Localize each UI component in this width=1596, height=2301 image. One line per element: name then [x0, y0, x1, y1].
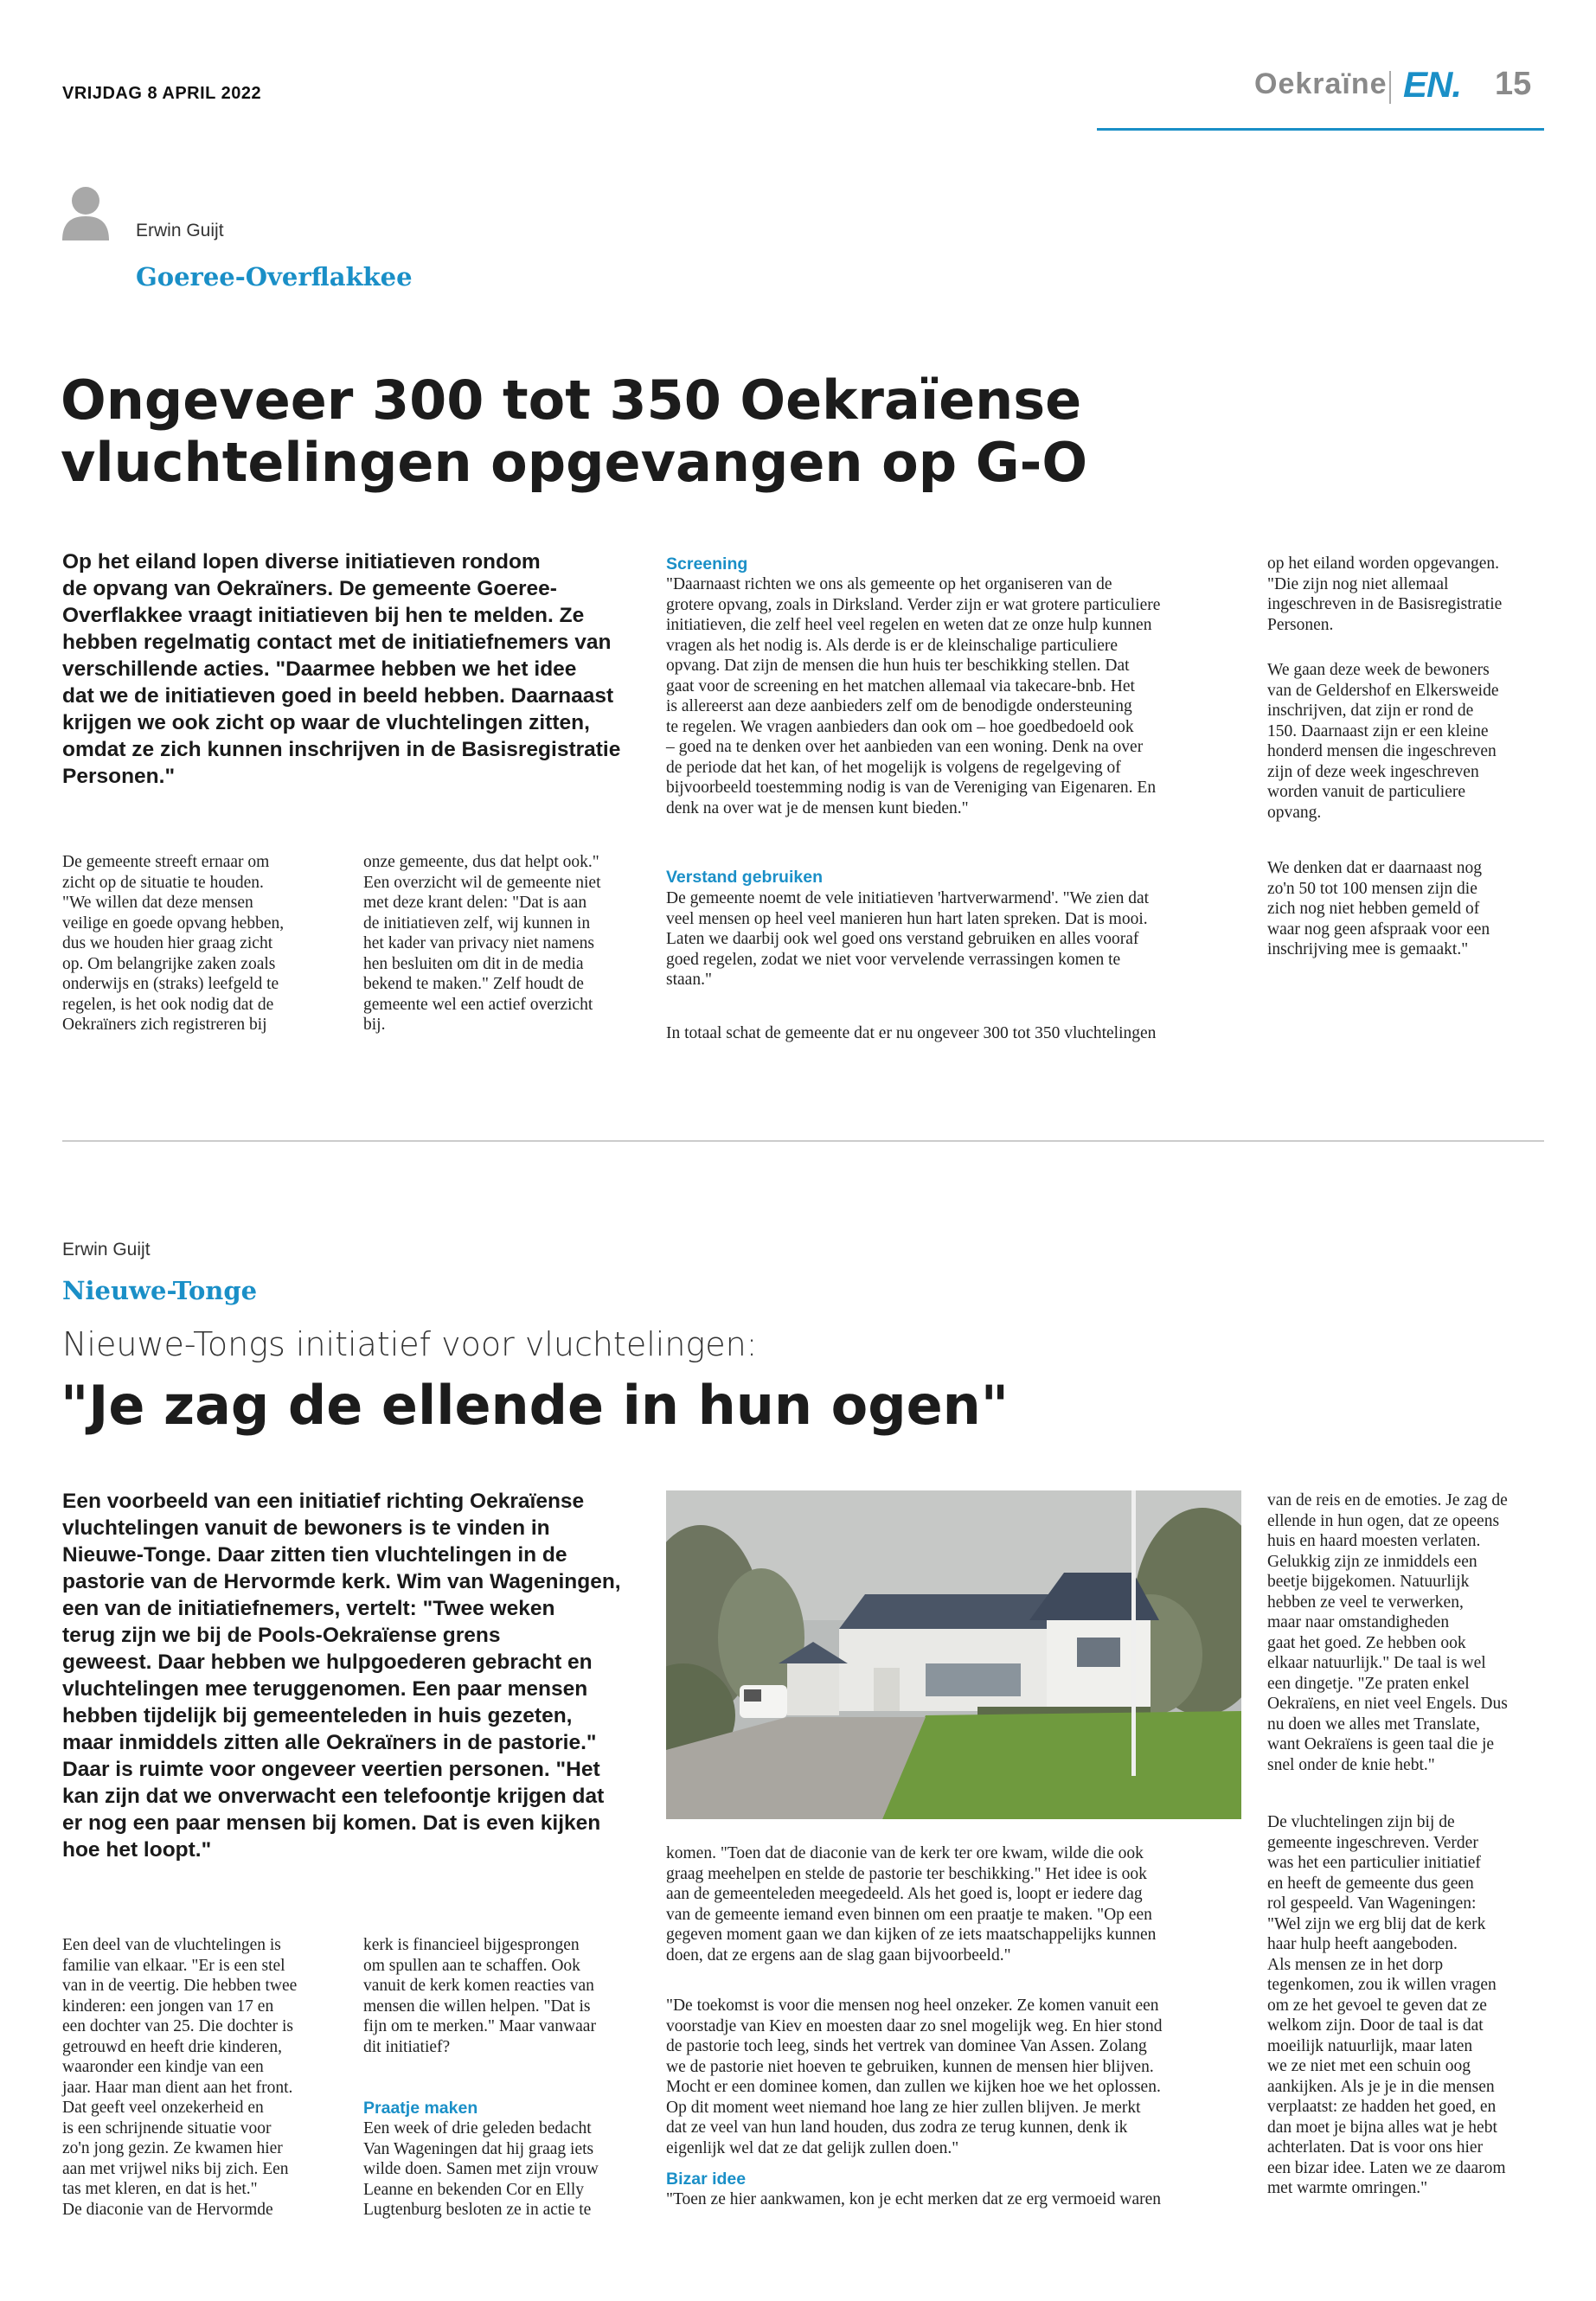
article2-column3a: komen. "Toen dat de diaconie van de kerk ter ore kwam, wilde die ook graag meehelpen en stelde de pastorie ter beschikking." Het idee is ook aan de gemeenteleden meegedeeld. Als het goed is, loopt er iedere dag van de gemeente iemand even binnen om een praatje te maken. "Op een gegeven moment gaan we dan kijken of ze iets maatschappelijks kunnen doen, dat ze ergens aan de slag gaan bijvoorbeeld." — [666, 1844, 1157, 1965]
article1-column4b: We gaan deze week de bewoners van de Geldershof en Elkersweide inschrijven, dat zijn er rond de 150. Daarnaast zijn er een kleine honderd mensen die ingeschreven zijn of deze week ingeschreven worden vanuit de particuliere opvang. — [1267, 661, 1499, 822]
article2-column1: Een deel van de vluchtelingen is familie van elkaar. "Er is een stel van in de veertig. Die hebben twee kinderen: een jongen van 17 en een dochter van 25. Die dochter is getrouwd en heeft drie kinderen, waaronder een kindje van een jaar. Haar man dient aan het front. Dat geeft veel onzekerheid en is een schrijnende situatie voor zo'n jong gezin. Ze kwamen hier aan met vrijwel niks bij zich. Een tas met kleren, en dat is het." De diaconie van de Hervormde — [62, 1936, 298, 2219]
article2-column4a: van de reis en de emoties. Je zag de ellende in hun ogen, dat ze opeens huis en haard moesten verlaten. Gelukkig zijn ze inmiddels een beetje bijgekomen. Natuurlijk hebben ze veel te verwerken, maar naar omstandigheden gaat het goed. Ze hebben ook elkaar natuurlijk." De taal is wel een dingetje. "Ze praten enkel Oekraïens, en niet veel Engels. Dus nu doen we alles met Translate, want Oekraïens is geen taal die je snel onder de knie hebt." — [1267, 1491, 1508, 1774]
article2-author: Erwin Guijt — [62, 1240, 151, 1259]
issue-date: VRIJDAG 8 APRIL 2022 — [62, 84, 262, 103]
article1-subhead-verstand: Verstand gebruiken — [666, 868, 823, 887]
article1-headline-line2: vluchtelingen opgevangen op G-O — [61, 431, 1088, 494]
author-avatar-icon — [61, 183, 111, 240]
article1-region: Goeree-Overflakkee — [136, 262, 413, 292]
header-separator — [1389, 71, 1391, 104]
article2-subhead-bizar: Bizar idee — [666, 2170, 747, 2189]
article1-subhead-screening: Screening — [666, 554, 748, 574]
article2-region: Nieuwe-Tonge — [62, 1276, 258, 1305]
article2-lead: Een voorbeeld van een initiatief richting Oekraïense vluchtelingen vanuit de bewoners is te vinden in Nieuwe-Tonge. Daar zitten tien vluchtelingen in de pastorie van de Hervormde kerk. Wim van Wageningen, een van de initiatiefnemers, vertelt: "Twee weken terug zijn we bij de Pools-Oekraïense grens geweest. Daar hebben we hulpgoederen gebracht en vluchtelingen mee teruggenomen. Een paar mensen hebben tijdelijk bij gemeenteleden in huis gezeten, maar inmiddels zitten alle Oekraïners in de pastorie." Daar is ruimte voor ongeveer veertien personen. "Het kan zijn dat we onverwacht een telefoontje krijgen dat er nog een paar mensen bij komen. Dat is even kijken hoe het loopt." — [62, 1490, 621, 1862]
header-rule — [1097, 128, 1544, 131]
article1-column3c: In totaal schat de gemeente dat er nu ongeveer 300 tot 350 vluchtelingen — [666, 1024, 1157, 1042]
page-number: 15 — [1495, 66, 1532, 102]
article-divider — [62, 1140, 1544, 1142]
article1-column4c: We denken dat er daarnaast nog zo'n 50 tot 100 mensen zijn die zich nog niet hebben gemeld of waar nog geen afspraak voor een inschrijving mee is gemaakt." — [1267, 859, 1490, 958]
article2-kicker: Nieuwe-Tongs initiatief voor vluchtelingen: — [62, 1325, 758, 1363]
newspaper-logo: EN. — [1403, 64, 1462, 105]
article1-lead: Op het eiland lopen diverse initiatieven rondom de opvang van Oekraïners. De gemeente Goeree- Overflakkee vraagt initiatieven bij hen te melden. Ze hebben regelmatig contact met de initiatiefnemers van verschillende acties. "Daarmee hebben we het idee dat we de initiatieven goed in beeld hebben. Daarnaast krijgen we ook zicht op waar de vluchtelingen zitten, omdat ze zich kunnen inschrijven in de Basisregistratie Personen." — [62, 550, 621, 788]
article1-headline-line1: Ongeveer 300 tot 350 Oekraïense — [61, 369, 1082, 432]
article2-column3b: "De toekomst is voor die mensen nog heel onzeker. Ze komen vanuit een voorstadje van Kiev en moesten daar zo snel mogelijk weg. En hier stond de pastorie toch leeg, sinds het vertrek van dominee Van Assen. Zolang we de pastorie niet hoeven te gebruiken, kunnen de mensen hier blijven. Mocht er een dominee komen, dan zullen we kijken hoe we het oplossen. Op dit moment weet niemand hoe lang ze hier zullen blijven. Je merkt dat ze veel van hun land houden, dus zodra ze terug kunnen, denk ik eigenlijk wel dat ze dat gelijk zullen doen." — [666, 1997, 1163, 2157]
article2-column2a: kerk is financieel bijgesprongen om spullen aan te schaffen. Ook vanuit de kerk komen reacties van mensen die willen helpen. "Dat is fijn om te merken." Maar vanwaar dit initiatief? — [363, 1936, 596, 2056]
house-photo — [666, 1490, 1241, 1819]
article2-column4b: De vluchtelingen zijn bij de gemeente ingeschreven. Verder was het een particulier initiatief en heeft de gemeente dus geen rol gespeeld. Van Wageningen: "Wel zijn we erg blij dat de kerk haar hulp heeft aangeboden. Als mensen ze in het dorp tegenkomen, zou ik willen vragen om ze het gevoel te geven dat ze welkom zijn. Door de taal is dat moeilijk natuurlijk, maar laten we ze niet met een schuin oog aankijken. Als je je in die mensen verplaatst: ze hadden het goed, en dan moet je bijna alles wat je hebt achterlaten. Dat is voor ons hier een bizar idee. Laten we ze daarom met warmte omringen." — [1267, 1813, 1506, 2197]
article2-headline: "Je zag de ellende in hun ogen" — [61, 1374, 1010, 1437]
article1-author: Erwin Guijt — [136, 221, 224, 240]
article1-column1: De gemeente streeft ernaar om zicht op de situatie te houden. "We willen dat deze mensen veilige en goede opvang hebben, dus we houden hier graag zicht op. Om belangrijke zaken zoals onderwijs en (straks) leefgeld te regelen, is het ook nodig dat de Oekraïners zich registreren bij — [62, 853, 285, 1034]
article2-subhead-praatje: Praatje maken — [363, 2099, 478, 2118]
section-name: Oekraïne — [1254, 67, 1388, 100]
article1-column3b: De gemeente noemt de vele initiatieven 'hartverwarmend'. "We zien dat veel mensen op heel veel manieren hun hart laten spreken. Dat is mooi. Laten we daarbij ook wel goed ons verstand gebruiken en alles vooraf goed regelen, zodat we niet voor vervelende verrassingen komen te staan." — [666, 889, 1150, 989]
article1-column3a: "Daarnaast richten we ons als gemeente op het organiseren van de grotere opvang, zoals in Dirksland. Verder zijn er wat grotere particuliere initiatieven, die zelf heel veel regelen en weten dat ze onze hulp kunnen vragen als het nodig is. Als derde is er de kleinschalige particuliere opvang. Dat zijn de mensen die hun huis ter beschikking stellen. Dat gaat voor de screening en het matchen allemaal via takecare-bnb. Het is allereerst aan deze aanbieders zelf om de benodigde ondersteuning te regelen. We vragen aanbieders dan ook om – hoe goedbedoeld ook – goed na te denken over het aanbieden van een woning. Denk na over de periode dat het kan, of het mogelijk is volgens de regelgeving of bijvoorbeeld toestemming nodig is van de Vereniging van Eigenaren. En denk na over wat je de mensen kunt bieden." — [666, 575, 1161, 817]
article2-column3c: "Toen ze hier aankwamen, kon je echt merken dat ze erg vermoeid waren — [666, 2190, 1162, 2208]
article2-column2b: Een week of drie geleden bedacht Van Wageningen dat hij graag iets wilde doen. Samen met zijn vrouw Leanne en bekenden Cor en Elly Lugtenburg besloten ze in actie te — [363, 2119, 599, 2219]
article1-column2: onze gemeente, dus dat helpt ook." Een overzicht wil de gemeente niet met deze krant delen: "Dat is aan de initiatieven zelf, wij kunnen in het kader van privacy niet namens hen besluiten om dit in de media bekend te maken." Zelf houdt de gemeente wel een actief overzicht bij. — [363, 853, 601, 1034]
article1-column4a: op het eiland worden opgevangen. "Die zijn nog niet allemaal ingeschreven in de Basisregistratie Personen. — [1267, 554, 1503, 634]
